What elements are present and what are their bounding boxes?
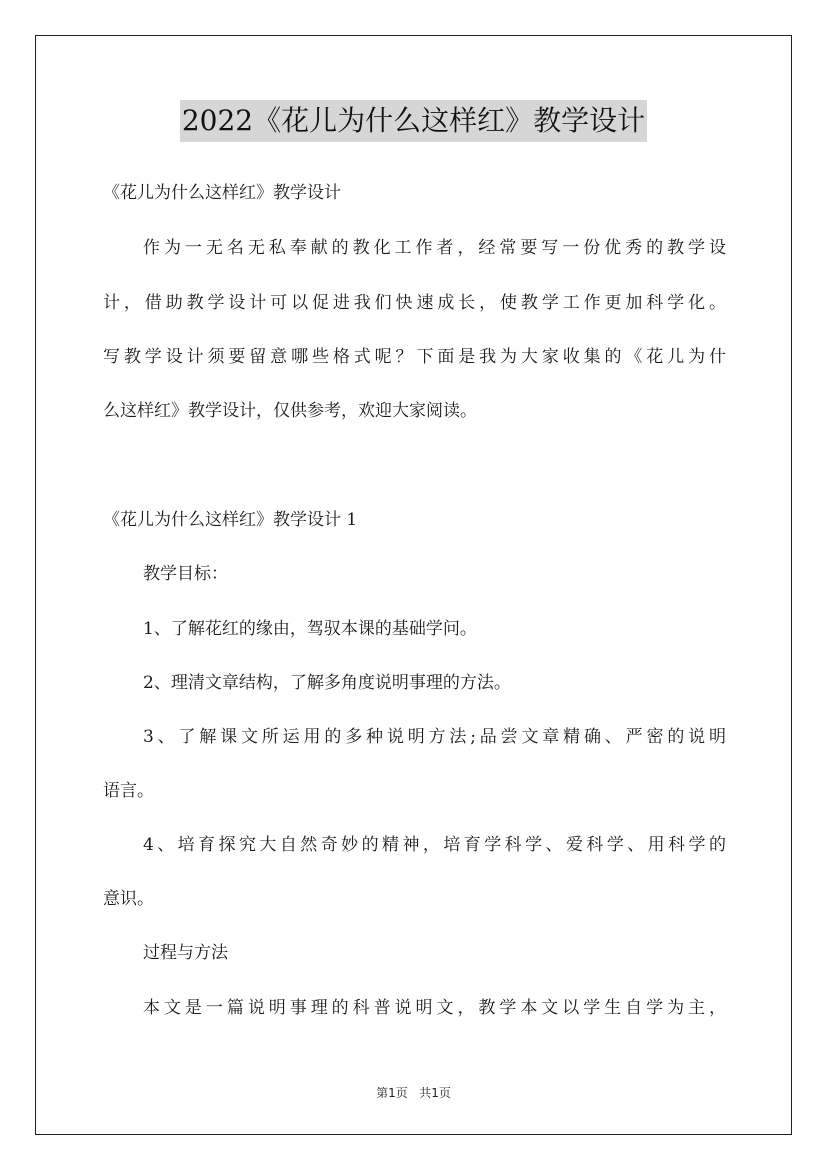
objectives-label: 教学目标：	[143, 564, 228, 584]
process-line: 本文是一篇说明事理的科普说明文，教学本文以学生自学为主，	[143, 998, 726, 1018]
intro-line-3: 写教学设计须要留意哪些格式呢？下面是我为大家收集的《花儿为什	[103, 347, 726, 367]
objective-2: 2、理清文章结构，了解多角度说明事理的方法。	[143, 673, 511, 693]
process-label: 过程与方法	[143, 943, 228, 963]
document-subtitle: 《花儿为什么这样红》教学设计	[103, 183, 341, 203]
objective-3-line-1: 3、了解课文所运用的多种说明方法;品尝文章精确、严密的说明	[143, 727, 726, 747]
section-heading: 《花儿为什么这样红》教学设计 1	[103, 510, 358, 530]
title-container	[0, 100, 827, 142]
page-number-footer: 第1页 共1页	[376, 1086, 451, 1100]
intro-line-4: 么这样红》教学设计，仅供参考，欢迎大家阅读。	[103, 401, 477, 421]
objective-1: 1、了解花红的缘由，驾驭本课的基础学问。	[143, 619, 477, 639]
intro-line-1: 作为一无名无私奉献的教化工作者，经常要写一份优秀的教学设	[143, 238, 726, 258]
intro-line-2: 计，借助教学设计可以促进我们快速成长，使教学工作更加科学化。	[103, 293, 726, 313]
objective-4-line-1: 4、培育探究大自然奇妙的精神，培育学科学、爱科学、用科学的	[143, 835, 726, 855]
objective-3-line-2: 语言。	[103, 781, 154, 801]
objective-4-line-2: 意识。	[103, 889, 154, 909]
document-title: 2022《花儿为什么这样红》教学设计	[180, 100, 647, 142]
